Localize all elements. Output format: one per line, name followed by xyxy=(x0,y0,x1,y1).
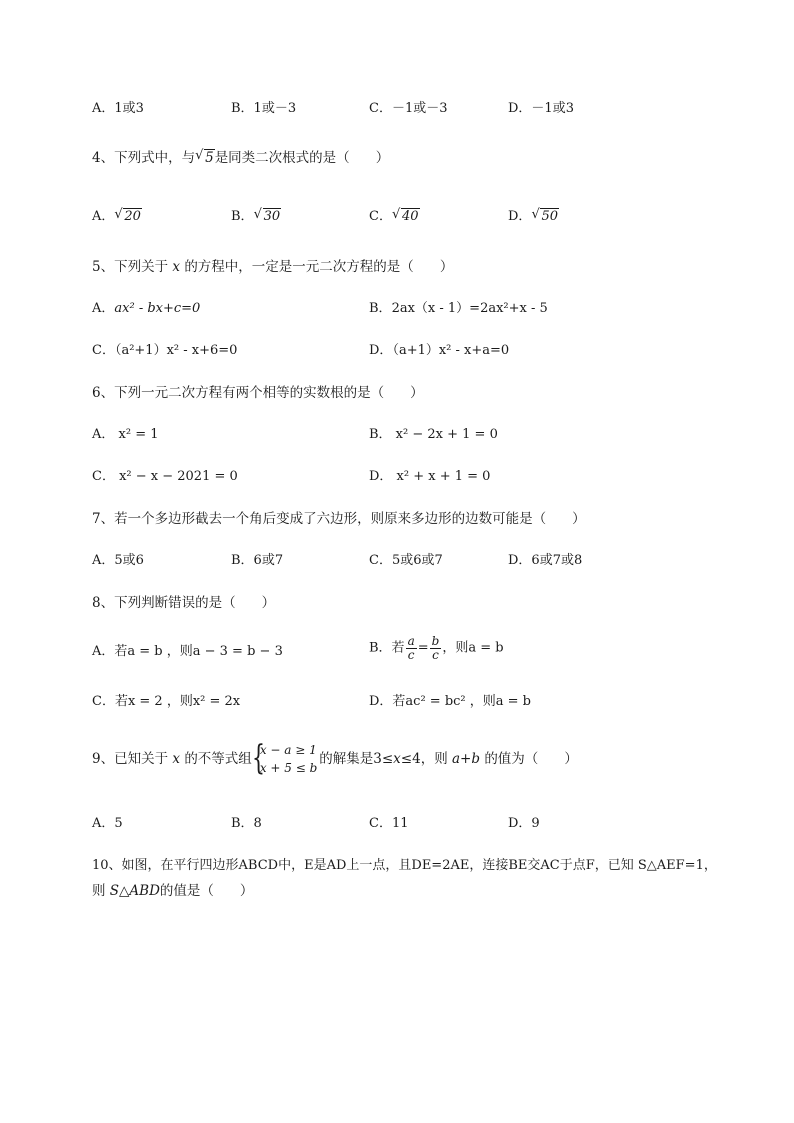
q4-option-c-label: C． xyxy=(369,209,392,224)
q5-option-b[interactable] xyxy=(369,300,548,318)
q9-inequality-system: { x − a ≥ 1 x + 5 ≤ b xyxy=(251,738,318,778)
q9-var: x xyxy=(172,751,181,767)
q5-stem-a: 5、下列关于 xyxy=(92,259,169,275)
q10-line2-b: 的值是（ xyxy=(159,883,214,899)
q9-stem xyxy=(92,738,752,781)
q3-option-a[interactable]: A．1或3 xyxy=(92,101,144,116)
q8-stem-text: 8、下列判断错误的是（ xyxy=(92,595,236,611)
q9-stem-d: ≤4，则 xyxy=(400,751,448,767)
q9-option-a[interactable]: A．5 xyxy=(92,816,123,831)
q4-option-c[interactable]: C． √ 40 xyxy=(369,207,419,224)
q9-option-b[interactable]: B．8 xyxy=(231,816,262,831)
q7-option-c[interactable]: C．5或6或7 xyxy=(369,553,443,568)
q5-stem-b: 的方程中，一定是一元二次方程的是（ xyxy=(184,259,414,275)
q4-stem xyxy=(92,149,752,167)
q8-option-a[interactable]: A．若a = b ，则a − 3 = b − 3 xyxy=(92,644,283,659)
q9-stem-f: 的值为（ xyxy=(484,751,539,767)
q5-option-c[interactable] xyxy=(92,342,237,360)
q10-line2-a: 则 xyxy=(92,883,106,899)
q5-option-a-eq: ax² - bx+c=0 xyxy=(114,301,201,316)
q8-option-c[interactable]: C．若x = 2 ，则x² = 2x xyxy=(92,694,241,709)
q4-close: ） xyxy=(375,150,390,166)
q8-options-ab xyxy=(92,634,752,665)
q9-stem-b: 的不等式组 xyxy=(184,751,252,767)
q4-sqrt: √ 5 xyxy=(195,148,214,166)
q3-option-d[interactable]: D．－1或3 xyxy=(508,101,574,116)
q4-option-d-label: D． xyxy=(508,209,532,224)
q5-var: x xyxy=(172,259,181,275)
q9-sys-line1: x − a ≥ 1 xyxy=(259,743,317,757)
q10-stem-line1: 10、如图，在平行四边形ABCD中，E是AD上一点，且DE=2AE，连接BE交AC于点F，已知 S△AEF=1， xyxy=(92,858,717,873)
q8-option-b-frac2: $\frac{b}{c}$ xyxy=(431,634,440,662)
q6-stem xyxy=(92,384,752,402)
q8-option-b-label: B．若 xyxy=(369,640,405,656)
q4-stem-prefix: 4、下列式中，与 xyxy=(92,150,196,166)
q7-stem-text: 7、若一个多边形截去一个角后变成了六边形，则原来多边形的边数可能是（ xyxy=(92,511,547,527)
q5-option-d-eq: （a+1）x² - x+a=0 xyxy=(392,343,510,358)
q5-option-c-label: C． xyxy=(92,343,115,358)
q5-stem xyxy=(92,258,752,276)
q4-option-c-radicand: 40 xyxy=(401,209,419,224)
q8-option-b-frac1: $\frac{a}{c}$ xyxy=(407,634,415,662)
q8-stem xyxy=(92,594,752,612)
q5-option-d-label: D． xyxy=(369,343,393,358)
q6-option-b[interactable]: B． x² − 2x + 1 = 0 xyxy=(369,427,498,442)
q5-option-b-eq: 2ax（x - 1）=2ax²+x - 5 xyxy=(391,301,548,316)
q4-option-a[interactable]: A． √ 20 xyxy=(92,207,141,224)
q4-option-b-label: B． xyxy=(231,209,254,224)
q9-var-2: x xyxy=(393,751,401,767)
q6-close: ） xyxy=(410,385,424,401)
q8-option-b-eq: = xyxy=(417,640,429,656)
q9-close: ） xyxy=(564,751,578,767)
q9-stem-a: 9、已知关于 xyxy=(92,751,169,767)
q8-option-b[interactable] xyxy=(369,635,504,662)
q5-option-b-label: B． xyxy=(369,301,392,316)
q10-close: ） xyxy=(239,883,254,899)
q9-option-c[interactable]: C．11 xyxy=(369,816,409,831)
q6-stem-text: 6、下列一元二次方程有两个相等的实数根的是（ xyxy=(92,385,385,401)
q5-option-d[interactable] xyxy=(369,342,509,360)
q3-option-c[interactable]: C．－1或－3 xyxy=(369,101,448,116)
q8-close: ） xyxy=(261,595,276,611)
q5-option-a[interactable] xyxy=(92,300,200,318)
q4-option-a-label: A． xyxy=(92,209,115,224)
q9-option-d[interactable]: D．9 xyxy=(508,816,540,831)
q6-option-a[interactable]: A． x² = 1 xyxy=(92,427,159,442)
q10-area-symbol: S△ABD xyxy=(109,883,160,899)
q10-stem-line2 xyxy=(92,882,752,900)
q4-option-d[interactable]: D． √ 50 xyxy=(508,207,558,224)
q4-stem-suffix: 是同类二次根式的是（ xyxy=(214,150,350,166)
q3-option-b[interactable]: B．1或－3 xyxy=(231,101,297,116)
q4-option-b[interactable]: B． √ 30 xyxy=(231,207,281,224)
q9-sys-line2: x + 5 ≤ b xyxy=(259,761,318,775)
q7-option-b[interactable]: B．6或7 xyxy=(231,553,284,568)
q9-stem-e: a+b xyxy=(452,751,481,767)
q8-option-b-tail: ，则a = b xyxy=(442,640,504,656)
q7-stem xyxy=(92,510,752,528)
q4-option-b-radicand: 30 xyxy=(263,209,281,224)
q5-option-c-eq: （a²+1）x² - x+6=0 xyxy=(114,343,238,358)
q9-stem-c: 的解集是3≤ xyxy=(319,751,394,767)
q8-option-d[interactable]: D．若ac² = bc² ，则a = b xyxy=(369,694,531,709)
q6-option-c[interactable]: C． x² − x − 2021 = 0 xyxy=(92,469,238,484)
q7-close: ） xyxy=(572,511,586,527)
q7-option-d[interactable]: D．6或7或8 xyxy=(508,553,583,568)
q4-radicand: 5 xyxy=(205,150,214,166)
q5-option-a-label: A． xyxy=(92,301,115,316)
q7-option-a[interactable]: A．5或6 xyxy=(92,553,144,568)
q4-option-d-radicand: 50 xyxy=(541,209,558,224)
q6-option-d[interactable]: D． x² + x + 1 = 0 xyxy=(369,469,491,484)
q5-close: ） xyxy=(439,259,454,275)
q4-option-a-radicand: 20 xyxy=(124,209,141,224)
